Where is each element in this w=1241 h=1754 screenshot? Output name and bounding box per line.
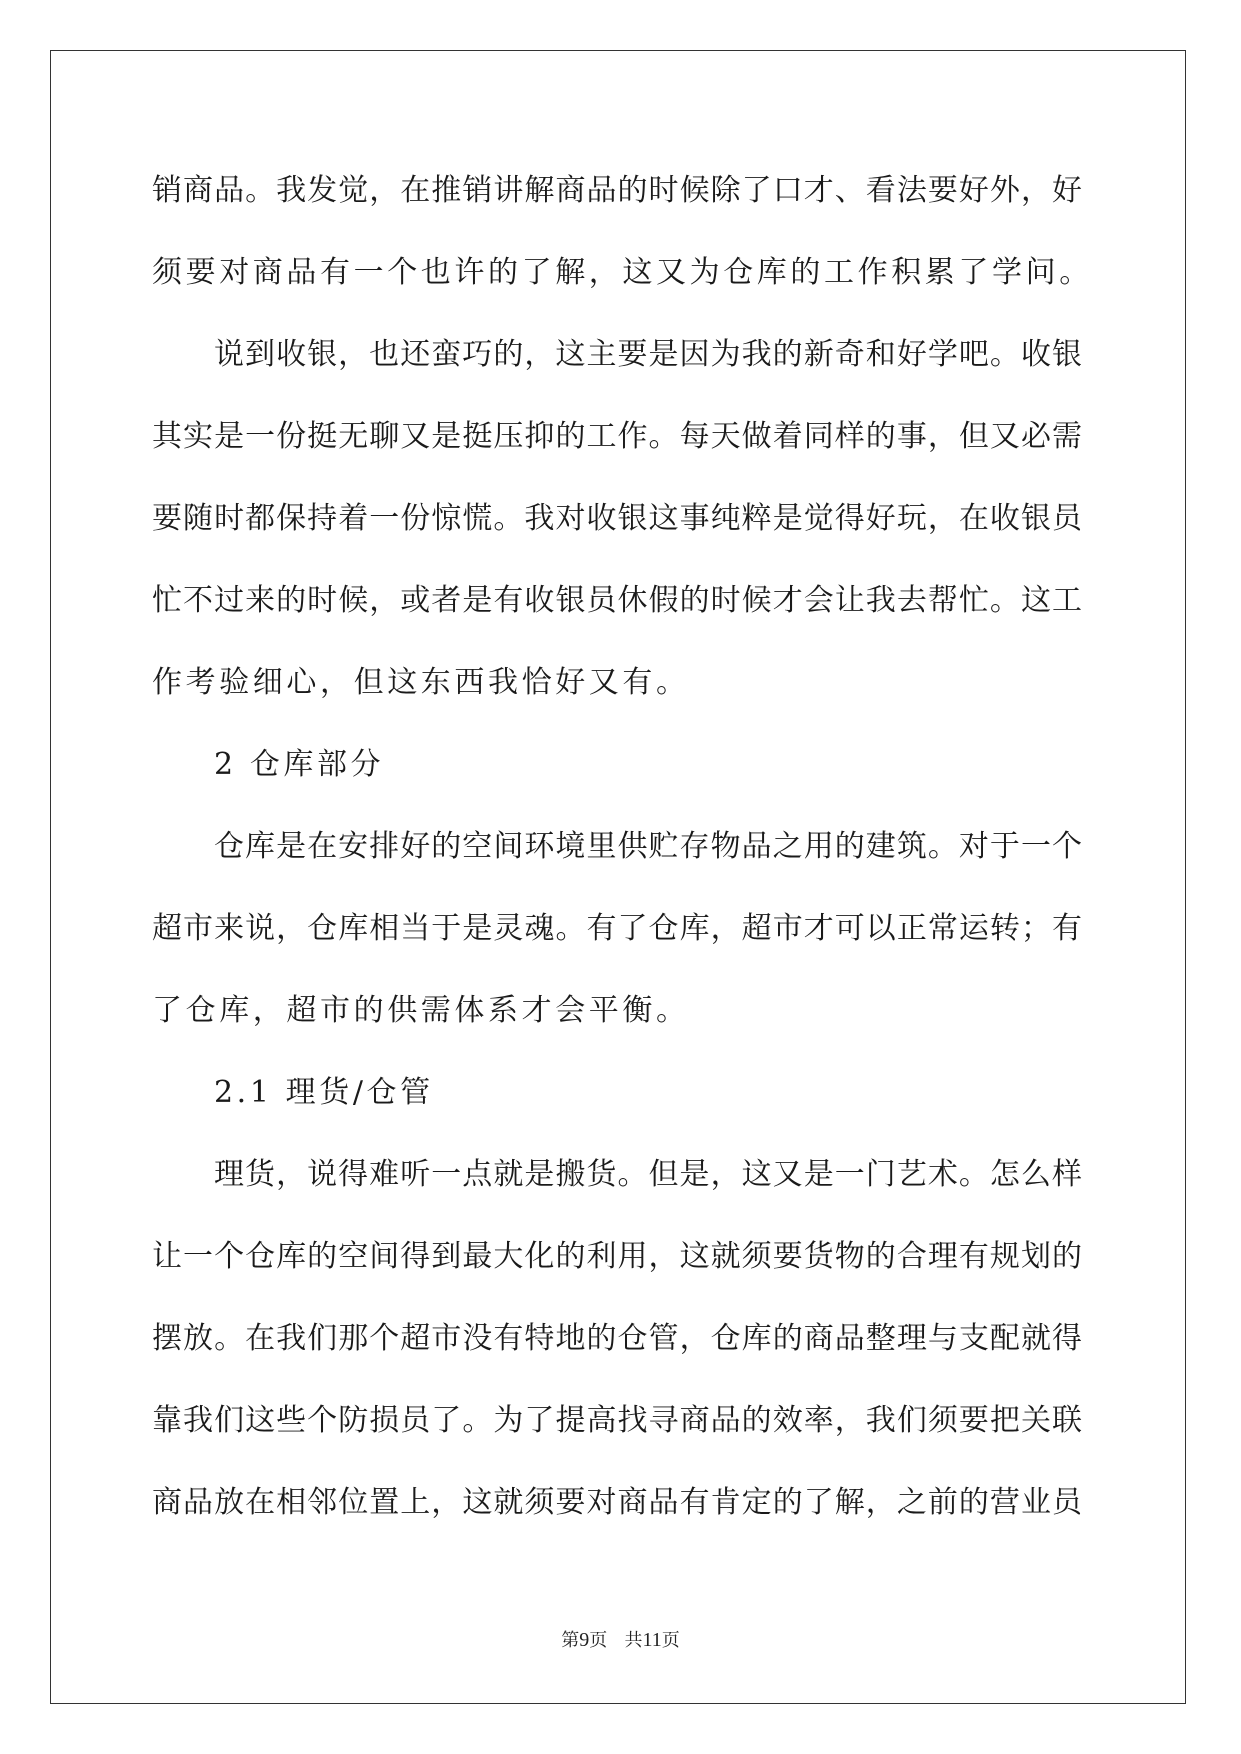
total-pages: 11 — [642, 1629, 662, 1651]
text-line: 销商品。我发觉，在推销讲解商品的时候除了口才、看法要好外，好 — [152, 173, 1082, 208]
text-line: 了仓库，超市的供需体系才会平衡。 — [152, 993, 690, 1028]
page-label-prefix: 第 — [561, 1630, 580, 1651]
text-line: 商品放在相邻位置上，这就须要对商品有肯定的了解，之前的营业员 — [152, 1485, 1082, 1520]
text-line: 须要对商品有一个也许的了解，这又为仓库的工作积累了学问。 — [152, 255, 1093, 290]
paragraph-start-line: 仓库是在安排好的空间环境里供贮存物品之用的建筑。对于一个 — [214, 829, 1082, 864]
page-number: 9 — [579, 1629, 590, 1651]
page-label-suffix: 页 — [589, 1630, 608, 1651]
total-label-prefix: 共 — [624, 1630, 643, 1651]
text-line: 作考验细心，但这东西我恰好又有。 — [152, 665, 690, 700]
subsection-heading: 2.1 理货/仓管 — [214, 1075, 434, 1110]
text-line: 靠我们这些个防损员了。为了提高找寻商品的效率，我们须要把关联 — [152, 1403, 1082, 1438]
text-line: 摆放。在我们那个超市没有特地的仓管，仓库的商品整理与支配就得 — [152, 1321, 1082, 1356]
section-heading: 2 仓库部分 — [214, 747, 385, 782]
text-line: 忙不过来的时候，或者是有收银员休假的时候才会让我去帮忙。这工 — [152, 583, 1082, 618]
text-line: 其实是一份挺无聊又是挺压抑的工作。每天做着同样的事，但又必需 — [152, 419, 1082, 454]
paragraph-start-line: 说到收银，也还蛮巧的，这主要是因为我的新奇和好学吧。收银 — [214, 337, 1082, 372]
text-line: 超市来说，仓库相当于是灵魂。有了仓库，超市才可以正常运转；有 — [152, 911, 1082, 946]
document-body — [152, 165, 1093, 1559]
paragraph-start-line: 理货，说得难听一点就是搬货。但是，这又是一门艺术。怎么样 — [214, 1157, 1082, 1192]
page-footer — [0, 1628, 1241, 1653]
total-label-suffix: 页 — [661, 1630, 680, 1651]
text-line: 让一个仓库的空间得到最大化的利用，这就须要货物的合理有规划的 — [152, 1239, 1082, 1274]
text-line: 要随时都保持着一份惊慌。我对收银这事纯粹是觉得好玩，在收银员 — [152, 501, 1082, 536]
